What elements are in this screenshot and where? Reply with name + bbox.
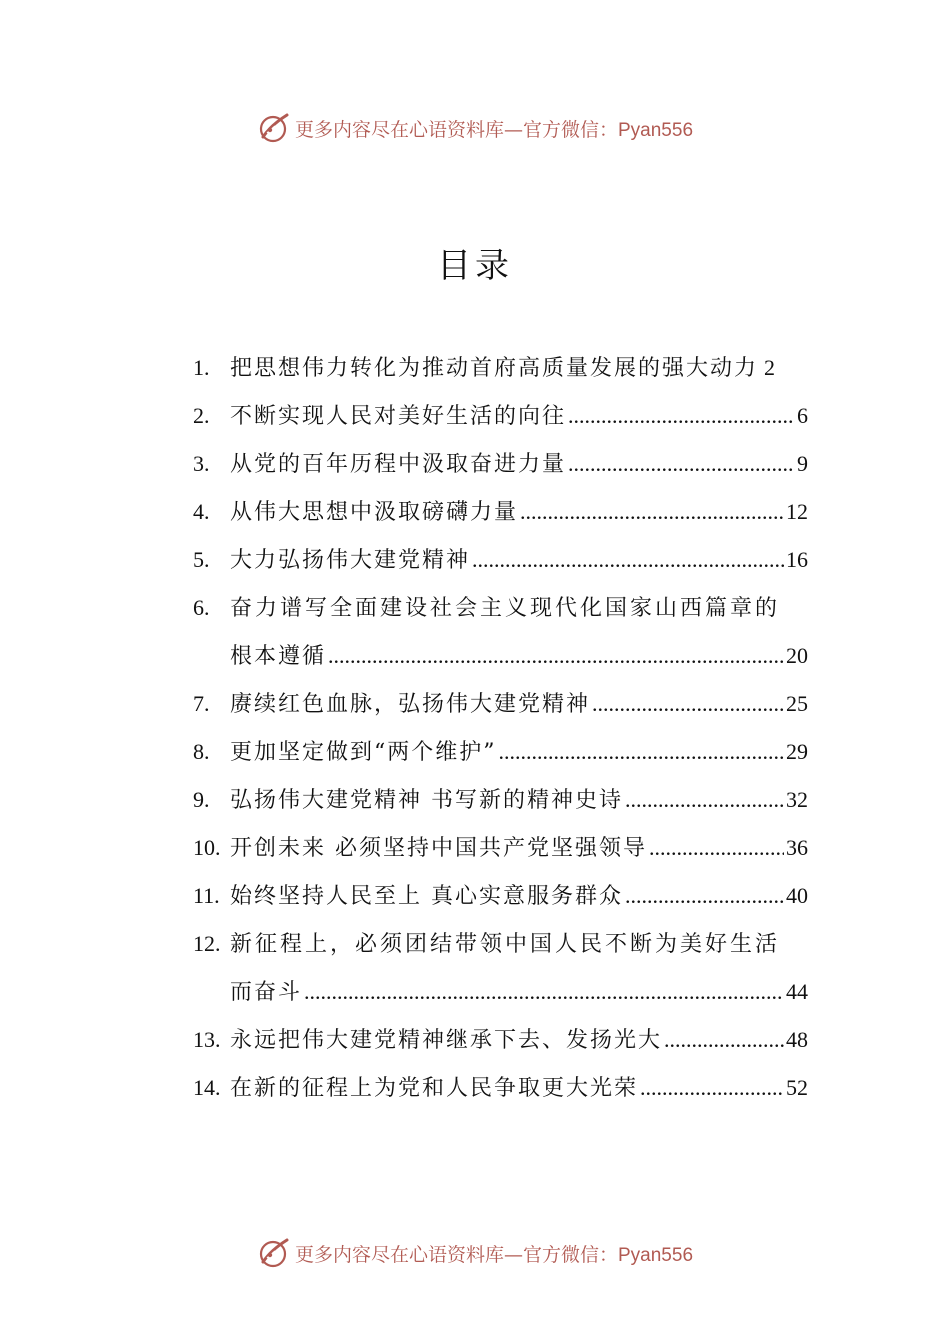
toc-entry-page: 6 bbox=[797, 403, 808, 428]
toc-entry-5[interactable] bbox=[193, 536, 808, 584]
page-title: 目录 bbox=[437, 246, 513, 286]
dot-leader bbox=[568, 392, 795, 440]
header-wechat-text: 官方微信：Pyan556 bbox=[523, 119, 694, 141]
toc-entry-number: 2. bbox=[193, 403, 210, 428]
toc-entry-6-continued[interactable] bbox=[193, 632, 808, 680]
toc-entry-text-continued: 根本遵循 bbox=[230, 644, 327, 669]
toc-entry-page: 29 bbox=[786, 739, 808, 764]
toc-entry-2[interactable] bbox=[193, 392, 808, 440]
toc-entry-text: 从伟大思想中汲取磅礴力量 bbox=[230, 500, 519, 525]
toc-entry-text: 大力弘扬伟大建党精神 bbox=[230, 548, 471, 573]
toc-entry-text: 奋力谱写全面建设社会主义现代化国家山西篇章的 bbox=[230, 596, 781, 621]
toc-entry-number: 12. bbox=[193, 931, 221, 956]
dot-leader bbox=[640, 1064, 784, 1112]
toc-entry-7[interactable] bbox=[193, 680, 808, 728]
toc-entry-number: 4. bbox=[193, 499, 210, 524]
toc-entry-page: 36 bbox=[786, 835, 808, 860]
toc-entry-page: 40 bbox=[786, 883, 808, 908]
toc-entry-number: 5. bbox=[193, 547, 210, 572]
header-banner bbox=[0, 110, 950, 146]
toc-entry-13[interactable] bbox=[193, 1016, 808, 1064]
dot-leader bbox=[625, 872, 784, 920]
dot-leader bbox=[499, 728, 785, 776]
toc-entry-page: 44 bbox=[786, 979, 808, 1004]
toc-entry-page: 25 bbox=[786, 691, 808, 716]
dot-leader bbox=[328, 632, 784, 680]
header-site-text: 更多内容尽在心语资料库— bbox=[294, 118, 523, 141]
toc-entry-11[interactable] bbox=[193, 872, 808, 920]
toc-entry-text: 弘扬伟大建党精神 书写新的精神史诗 bbox=[230, 788, 623, 813]
toc-entry-number: 3. bbox=[193, 451, 210, 476]
toc-entry-text: 更加坚定做到“两个维护” bbox=[230, 740, 497, 765]
toc-entry-page: 48 bbox=[786, 1027, 808, 1052]
toc-entry-text: 新征程上，必须团结带领中国人民不断为美好生活 bbox=[230, 932, 781, 957]
dot-leader bbox=[520, 488, 784, 536]
toc-entry-text: 始终坚持人民至上 真心实意服务群众 bbox=[230, 884, 623, 909]
pen-logo-icon bbox=[257, 111, 291, 145]
toc-entry-text-continued: 而奋斗 bbox=[230, 980, 303, 1005]
toc-entry-page: 52 bbox=[786, 1075, 808, 1100]
toc-entry-number: 6. bbox=[193, 595, 210, 620]
toc-entry-text: 在新的征程上为党和人民争取更大光荣 bbox=[230, 1076, 639, 1101]
toc-entry-page: 16 bbox=[786, 547, 808, 572]
toc-entry-3[interactable] bbox=[193, 440, 808, 488]
toc-entry-12[interactable] bbox=[193, 920, 808, 968]
toc-entry-number: 8. bbox=[193, 739, 210, 764]
toc-entry-number: 1. bbox=[193, 355, 210, 380]
toc-entry-12-continued[interactable] bbox=[193, 968, 808, 1016]
toc-entry-text: 把思想伟力转化为推动首府高质量发展的强大动力 bbox=[230, 356, 759, 381]
toc-entry-number: 14. bbox=[193, 1075, 221, 1100]
toc-entry-1[interactable] bbox=[193, 344, 808, 392]
dot-leader bbox=[304, 968, 784, 1016]
toc-entry-text: 开创未来 必须坚持中国共产党坚强领导 bbox=[230, 836, 647, 861]
toc-entry-number: 10. bbox=[193, 835, 221, 860]
dot-leader bbox=[568, 440, 795, 488]
dot-leader bbox=[664, 1016, 784, 1064]
toc-entry-number: 7. bbox=[193, 691, 210, 716]
toc-entry-number: 13. bbox=[193, 1027, 221, 1052]
footer-site-text: 更多内容尽在心语资料库— bbox=[294, 1243, 523, 1266]
pen-logo-icon bbox=[257, 1236, 291, 1270]
toc-entry-10[interactable] bbox=[193, 824, 808, 872]
toc-entry-9[interactable] bbox=[193, 776, 808, 824]
table-of-contents bbox=[193, 344, 808, 1112]
toc-entry-14[interactable] bbox=[193, 1064, 808, 1112]
toc-entry-8[interactable] bbox=[193, 728, 808, 776]
dot-leader bbox=[592, 680, 784, 728]
toc-entry-number: 11. bbox=[193, 883, 220, 908]
toc-entry-page: 9 bbox=[797, 451, 808, 476]
toc-entry-page: 20 bbox=[786, 643, 808, 668]
toc-entry-text: 不断实现人民对美好生活的向往 bbox=[230, 404, 567, 429]
toc-entry-4[interactable] bbox=[193, 488, 808, 536]
toc-entry-text: 从党的百年历程中汲取奋进力量 bbox=[230, 452, 567, 477]
toc-entry-6[interactable] bbox=[193, 584, 808, 632]
footer-banner bbox=[0, 1235, 950, 1271]
toc-entry-page: 32 bbox=[786, 787, 808, 812]
dot-leader bbox=[472, 536, 784, 584]
toc-entry-text: 赓续红色血脉，弘扬伟大建党精神 bbox=[230, 692, 591, 717]
toc-entry-page: 12 bbox=[786, 499, 808, 524]
dot-leader bbox=[649, 824, 784, 872]
toc-entry-text: 永远把伟大建党精神继承下去、发扬光大 bbox=[230, 1028, 663, 1053]
footer-wechat-text: 官方微信：Pyan556 bbox=[523, 1244, 694, 1266]
dot-leader bbox=[625, 776, 784, 824]
toc-entry-page: 2 bbox=[764, 355, 776, 380]
toc-entry-number: 9. bbox=[193, 787, 210, 812]
